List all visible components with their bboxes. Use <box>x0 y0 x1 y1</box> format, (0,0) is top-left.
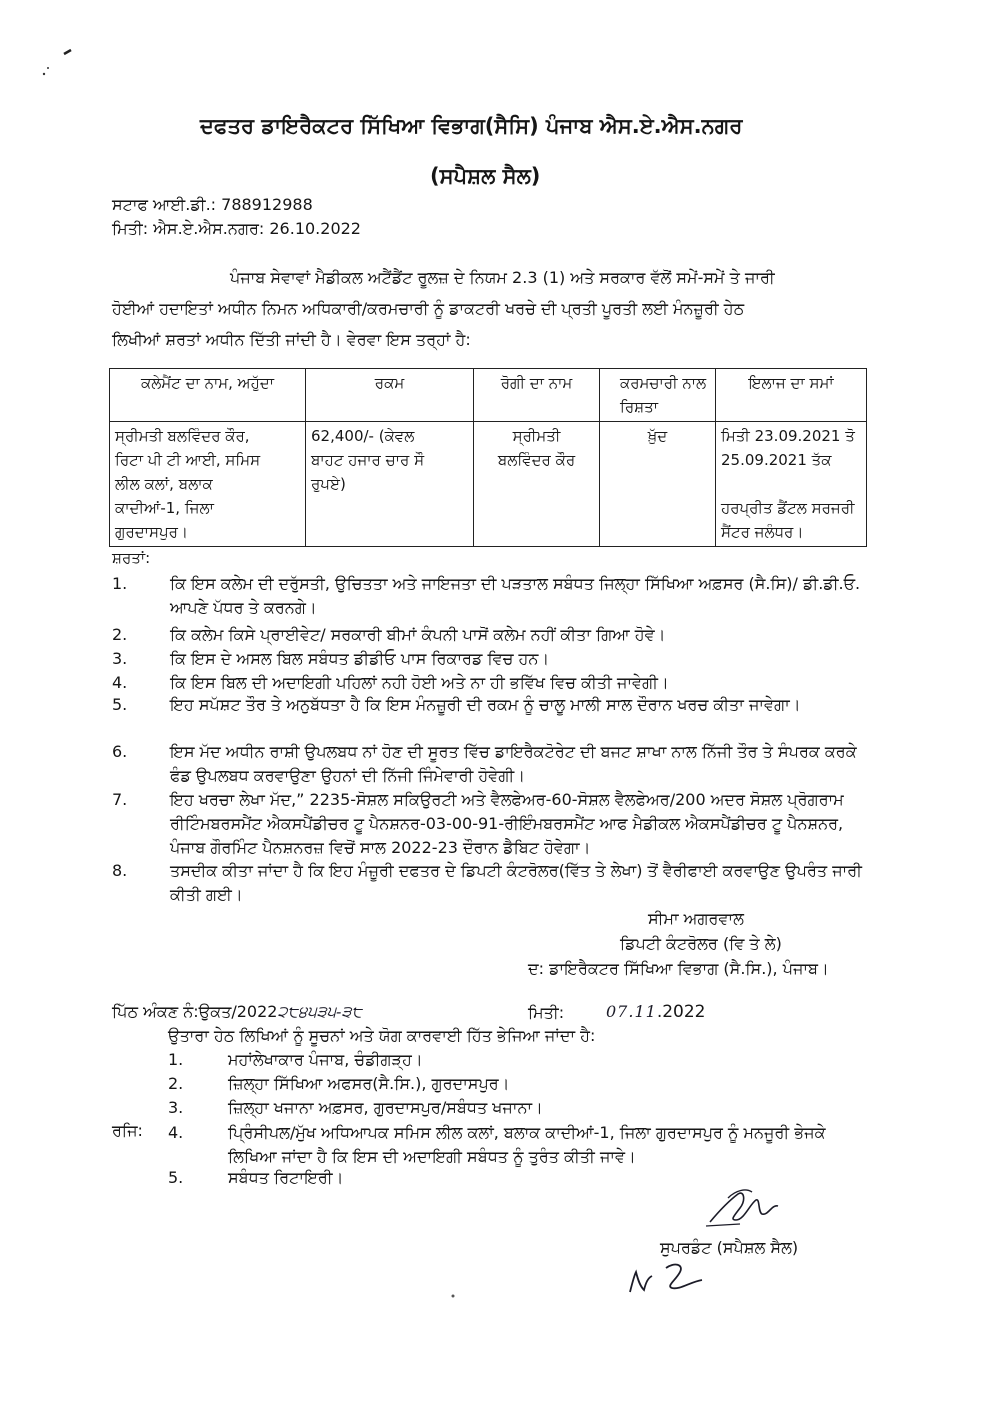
endorsement-date: 07.11.2022 <box>606 1002 706 1022</box>
intro-paragraph <box>112 262 864 355</box>
signatory-name: ਸੀਮਾ ਅਗਰਵਾਲ <box>648 909 744 928</box>
handwritten-date: 07.11 <box>606 1002 657 1021</box>
header-patient: ਰੋਗੀ ਦਾ ਨਾਮ <box>474 369 600 422</box>
endorsement-number: ਪਿੱਠ ਅੰਕਣ ਨੰ:ਉਕਤ/2022੨੮੪੫੩੫-੩੮ <box>112 1002 362 1021</box>
intro-line-3: ਲਿਖੀਆਂ ਸ਼ਰਤਾਂ ਅਧੀਨ ਦਿੱਤੀ ਜਾਂਦੀ ਹੈ। ਵੇਰਵਾ ਇਸ ਤਰ੍ਹਾਂ ਹੈ: <box>112 330 471 349</box>
signatory-office: ਦ: ਡਾਇਰੈਕਟਰ ਸਿੱਖਿਆ ਵਿਭਾਗ (ਸੈ.ਸਿ.), ਪੰਜਾਬ। <box>528 959 829 978</box>
condition-item: 1. ਕਿ ਇਸ ਕਲੇਮ ਦੀ ਦਰੁੱਸਤੀ, ਉਚਿਤਤਾ ਅਤੇ ਜਾਇਜਤਾ ਦੀ ਪੜਤਾਲ ਸਬੰਧਤ ਜਿਲ੍ਹਾ ਸਿੱਖਿਆ ਅਫ਼ਸਰ (ਸੈ.ਸਿ)/ ਡੀ.ਡੀ.ਓ. ਆਪਣੇ ਪੱਧਰ ਤੇ ਕਰਨਗੇ। <box>112 574 861 617</box>
scan-dot <box>450 1293 456 1299</box>
header-amount: ਰਕਮ <box>306 369 474 422</box>
conditions-heading: ਸ਼ਰਤਾਂ: <box>112 549 151 567</box>
intro-line-1: ਪੰਜਾਬ ਸੇਵਾਵਾਂ ਮੈਡੀਕਲ ਅਟੈਂਡੈਂਟ ਰੂਲਜ਼ ਦੇ ਨਿਯਮ 2.3 (1) ਅਤੇ ਸਰਕਾਰ ਵੱਲੋਂ ਸਮੇਂ-ਸਮੇਂ ਤੇ ਜਾਰੀ <box>230 268 775 287</box>
recipient-item: 3. ਜ਼ਿਲ੍ਹਾ ਖਜਾਨਾ ਅਫ਼ਸਰ, ਗੁਰਦਾਸਪੁਰ/ਸਬੰਧਤ ਖਜਾਨਾ। <box>168 1098 543 1117</box>
recipient-item: 4. ਪ੍ਰਿੰਸੀਪਲ/ਮੁੱਖ ਅਧਿਆਪਕ ਸਮਿਸ ਲੀਲ ਕਲਾਂ, ਬਲਾਕ ਕਾਦੀਆਂ-1, ਜਿਲਾ ਗੁਰਦਾਸਪੁਰ ਨੂੰ ਮਨਜੂਰੀ ਭੇਜਕੇ ਲਿਖਿਆ ਜਾਂਦਾ ਹੈ ਕਿ ਇਸ ਦੀ ਅਦਾਇਗੀ ਸਬੰਧਤ ਨੂੰ ਤੁਰੰਤ ਕੀਤੀ ਜਾਵੇ। <box>168 1123 826 1166</box>
condition-item: 6. ਇਸ ਮੱਦ ਅਧੀਨ ਰਾਸ਼ੀ ਉਪਲਬਧ ਨਾਂ ਹੋਣ ਦੀ ਸੂਰਤ ਵਿੱਚ ਡਾਇਰੈਕਟੋਰੇਟ ਦੀ ਬਜਟ ਸ਼ਾਖਾ ਨਾਲ ਨਿੱਜੀ ਤੌਰ ਤੇ ਸੰਪਰਕ ਕਰਕੇ ਫੰਡ ਉਪਲਬਧ ਕਰਵਾਉਣਾ ਉਹਨਾਂ ਦੀ ਨਿੱਜੀ ਜਿੰਮੇਵਾਰੀ ਹੋਵੇਗੀ। <box>112 742 857 785</box>
cell-claimant: ਸ੍ਰੀਮਤੀ ਬਲਵਿੰਦਰ ਕੌਰ, ਰਿਟਾ ਪੀ ਟੀ ਆਈ, ਸਮਿਸ ਲੀਲ ਕਲਾਂ, ਬਲਾਕ ਕਾਦੀਆਂ-1, ਜਿਲਾ ਗੁਰਦਾਸਪੁਰ। <box>110 422 306 547</box>
recipient-item: 1. ਮਹਾਂਲੇਖਾਕਾਰ ਪੰਜਾਬ, ਚੰਡੀਗੜ੍ਹ। <box>168 1050 423 1069</box>
intro-line-2: ਹੋਈਆਂ ਹਦਾਇਤਾਂ ਅਧੀਨ ਨਿਮਨ ਅਧਿਕਾਰੀ/ਕਰਮਚਾਰੀ ਨੂੰ ਡਾਕਟਰੀ ਖਰਚੇ ਦੀ ਪ੍ਰਤੀ ਪੂਰਤੀ ਲਈ ਮੰਨਜ਼ੂਰੀ ਹੇਠ <box>112 299 745 318</box>
handwritten-number: ੨੮੪੫੩੫-੩੮ <box>277 1002 362 1021</box>
recipient-item: 2. ਜ਼ਿਲ੍ਹਾ ਸਿੱਖਿਆ ਅਫਸਰ(ਸੈ.ਸਿ.), ਗੁਰਦਾਸਪੁਰ। <box>168 1074 510 1093</box>
table-header-row <box>110 369 867 422</box>
cell-relation: ਖ਼ੁੱਦ <box>600 422 716 547</box>
cell-amount: 62,400/- (ਕੇਵਲ ਬਾਹਟ ਹਜਾਰ ਚਾਰ ਸੌ ਰੁਪਏ) <box>306 422 474 547</box>
signatory-designation: ਡਿਪਟੀ ਕੰਟਰੋਲਰ (ਵਿ ਤੇ ਲੇ) <box>620 934 782 953</box>
office-title: ਦਫਤਰ ਡਾਇਰੈਕਟਰ ਸਿੱਖਿਆ ਵਿਭਾਗ(ਸੈਸਿ) ਪੰਜਾਬ ਐਸ.ਏ.ਐਸ.ਨਗਰ <box>200 114 743 138</box>
condition-item: 5. ਇਹ ਸਪੱਸ਼ਟ ਤੌਰ ਤੇ ਅਨੁਬੱਧਤਾ ਹੈ ਕਿ ਇਸ ਮੰਨਜ਼ੂਰੀ ਦੀ ਰਕਮ ਨੂੰ ਚਾਲੂ ਮਾਲੀ ਸਾਲ ਦੌਰਾਨ ਖਰਚ ਕੀਤਾ ਜਾਵੇਗਾ। <box>112 695 801 714</box>
condition-item: 4. ਕਿ ਇਸ ਬਿਲ ਦੀ ਅਦਾਇਗੀ ਪਹਿਲਾਂ ਨਹੀ ਹੋਈ ਅਤੇ ਨਾ ਹੀ ਭਵਿੱਖ ਵਿਚ ਕੀਤੀ ਜਾਵੇਗੀ। <box>112 673 669 692</box>
recipient-item: 5. ਸਬੰਧਤ ਰਿਟਾਇਰੀ। <box>168 1168 344 1187</box>
office-subtitle: (ਸਪੈਸ਼ਲ ਸੈਲ) <box>430 164 541 188</box>
scan-mark <box>36 44 76 84</box>
header-relation: ਕਰਮਚਾਰੀ ਨਾਲ ਰਿਸ਼ਤਾ <box>600 369 716 422</box>
endorsement-intro: ਉਤਾਰਾ ਹੇਠ ਲਿਖਿਆਂ ਨੂੰ ਸੂਚਨਾਂ ਅਤੇ ਯੋਗ ਕਾਰਵਾਈ ਹਿੱਤ ਭੇਜਿਆ ਜਾਂਦਾ ਹੈ: <box>168 1026 596 1045</box>
condition-item: 3. ਕਿ ਇਸ ਦੇ ਅਸਲ ਬਿਲ ਸਬੰਧਤ ਡੀਡੀਓ ਪਾਸ ਰਿਕਾਰਡ ਵਿਚ ਹਨ। <box>112 649 550 668</box>
handwritten-signature-icon <box>700 1180 790 1240</box>
superintendent-designation: ਸੁਪਰਡੰਟ (ਸਪੈਸ਼ਲ ਸੈਲ) <box>660 1238 799 1257</box>
condition-item: 8. ਤਸਦੀਕ ਕੀਤਾ ਜਾਂਦਾ ਹੈ ਕਿ ਇਹ ਮੰਜ਼ੂਰੀ ਦਫਤਰ ਦੇ ਡਿਪਟੀ ਕੰਟਰੋਲਰ(ਵਿੱਤ ਤੇ ਲੇਖਾ) ਤੋਂ ਵੈਰੀਫਾਈ ਕਰਵਾਉਣ ਉਪਰੰਤ ਜਾਰੀ ਕੀਤੀ ਗਈ। <box>112 861 862 904</box>
registered-label: ਰਜਿ: <box>112 1121 143 1140</box>
header-claimant: ਕਲੇਮੈਂਟ ਦਾ ਨਾਮ, ਅਹੁੱਦਾ <box>110 369 306 422</box>
condition-item: 2. ਕਿ ਕਲੇਮ ਕਿਸੇ ਪ੍ਰਾਈਵੇਟ/ ਸਰਕਾਰੀ ਬੀਮਾਂ ਕੰਪਨੀ ਪਾਸੋਂ ਕਲੇਮ ਨਹੀਂ ਕੀਤਾ ਗਿਆ ਹੋਵੇ। <box>112 625 666 644</box>
cell-patient: ਸ੍ਰੀਮਤੀ ਬਲਵਿੰਦਰ ਕੌਰ <box>474 422 600 547</box>
staff-id: ਸਟਾਫ ਆਈ.ਡੀ.: 788912988 <box>112 195 313 214</box>
table-row <box>110 422 867 547</box>
endorsement-date-label: ਮਿਤੀ: <box>528 1003 565 1022</box>
claim-table <box>109 368 867 547</box>
header-period: ਇਲਾਜ ਦਾ ਸਮਾਂ <box>716 369 867 422</box>
condition-item: 7. ਇਹ ਖਰਚਾ ਲੇਖਾ ਮੱਦ,” 2235-ਸੋਸ਼ਲ ਸਕਿਉਰਟੀ ਅਤੇ ਵੈਲਫੇਅਰ-60-ਸੋਸ਼ਲ ਵੈਲਫੇਅਰ/200 ਅਦਰ ਸੋਸ਼ਲ ਪ੍ਰੋਗਰਾਮ ਰੀਟਿੰਮਬਰਸਮੈਂਟ ਐਕਸਪੈਂਡੀਚਰ ਟੂ ਪੈਨਸ਼ਨਰ-03-00-91-ਰੀਇੰਮਬਰਸਮੈਂਟ ਆਫ ਮੈਡੀਕਲ ਐਕਸਪੈਂਡੀਚਰ ਟੂ ਪੈਨਸ਼ਨਰ, ਪੰਜਾਬ ਗੌਰਮਿੰਟ ਪੈਨਸ਼ਨਰਜ਼ ਵਿਚੋਂ ਸਾਲ 2022-23 ਦੌਰਾਨ ਡੈਬਿਟ ਹੋਵੇਗਾ। <box>112 790 844 857</box>
letter-date: ਮਿਤੀ: ਐਸ.ਏ.ਐਸ.ਨਗਰ: 26.10.2022 <box>112 219 361 238</box>
handwritten-initials-icon <box>622 1252 712 1302</box>
cell-period: ਮਿਤੀ 23.09.2021 ਤੋ 25.09.2021 ਤੱਕ ਹਰਪ੍ਰੀਤ ਡੈਂਟਲ ਸਰਜਰੀ ਸੈਂਟਰ ਜਲੰਧਰ। <box>716 422 867 547</box>
